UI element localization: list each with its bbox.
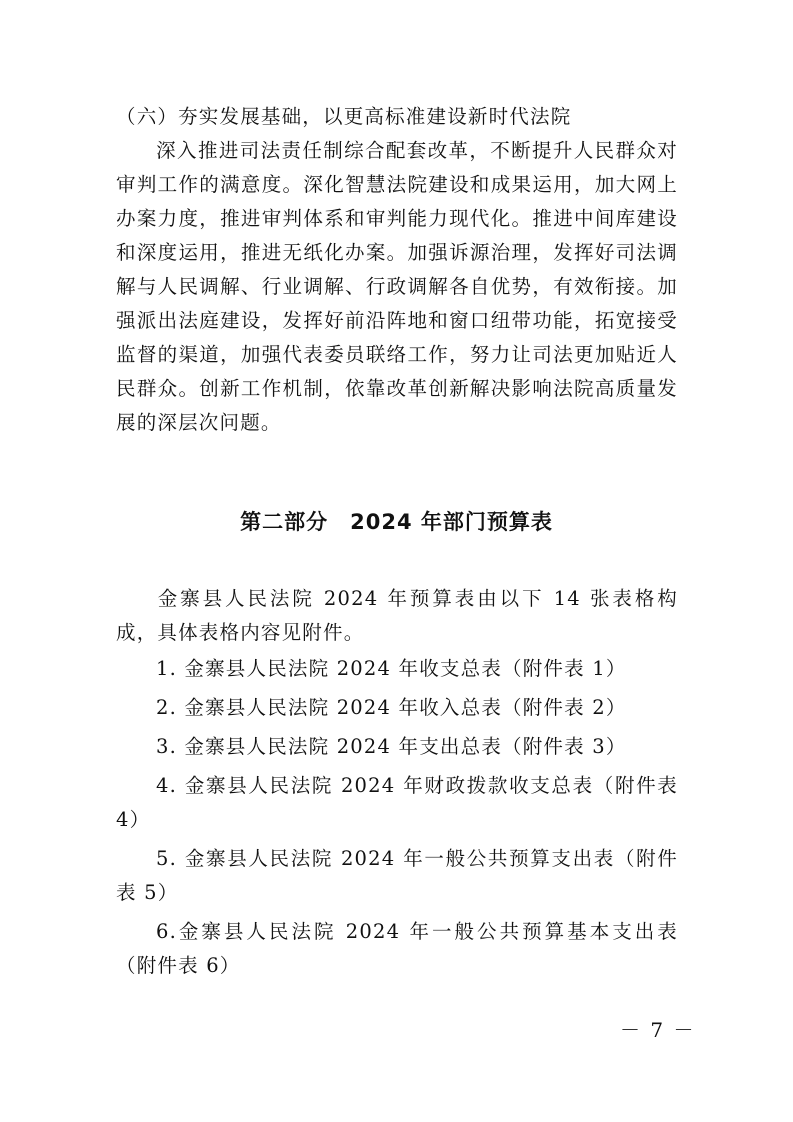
section-paragraph (116, 134, 678, 440)
list-item: 6.金寨县人民法院 2024 年一般公共预算基本支出表（附件表 6） (116, 920, 678, 977)
intro-paragraph (116, 582, 678, 650)
list-item: 4. 金寨县人民法院 2024 年财政拨款收支总表（附件表 4） (116, 774, 678, 831)
list-item: 5. 金寨县人民法院 2024 年一般公共预算支出表（附件表 5） (116, 847, 678, 904)
page-number: － 7 － (620, 1018, 696, 1042)
section-paragraph-text: 深入推进司法责任制综合配套改革，不断提升人民群众对审判工作的满意度。深化智慧法院建设和成果运用，加大网上办案力度，推进审判体系和审判能力现代化。推进中间库建设和深度运用，推进无纸化办案。加强诉源治理，发挥好司法调解与人民调解、行业调解、行政调解各自优势，有效衔接。加强派出法庭建设，发挥好前沿阵地和窗口纽带功能，拓宽接受监督的渠道，加强代表委员联络工作，努力让司法更加贴近人民群众。创新工作机制，依靠改革创新解决影响法院高质量发展的深层次问题。 (116, 139, 678, 434)
intro-text: 金寨县人民法院 2024 年预算表由以下 14 张表格构成，具体表格内容见附件。 (116, 587, 678, 644)
section-heading: （六）夯实发展基础，以更高标准建设新时代法院 (116, 105, 572, 128)
table-list (116, 652, 678, 988)
list-item: 1. 金寨县人民法院 2024 年收支总表（附件表 1） (156, 657, 627, 680)
part-title: 第二部分 2024 年部门预算表 (240, 510, 553, 534)
list-item: 3. 金寨县人民法院 2024 年支出总表（附件表 3） (156, 735, 627, 758)
list-item: 2. 金寨县人民法院 2024 年收入总表（附件表 2） (156, 696, 627, 719)
